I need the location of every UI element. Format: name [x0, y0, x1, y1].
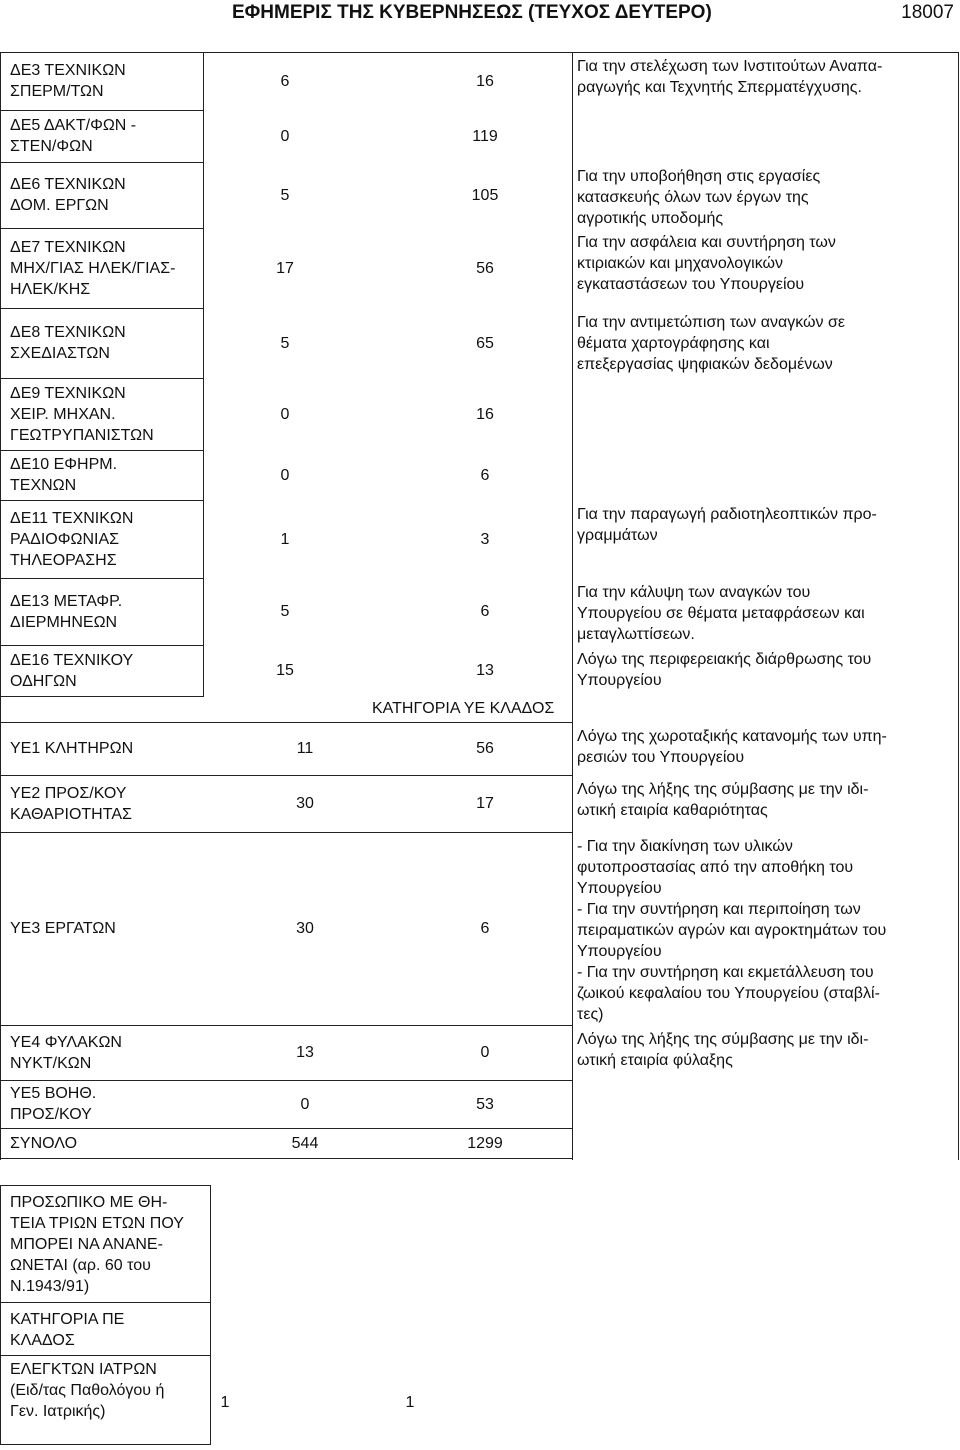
row-divider	[0, 228, 203, 229]
ye-row-divider	[0, 1080, 572, 1081]
row-divider	[0, 578, 203, 579]
section-heading: Ν.1943/91)	[10, 1278, 90, 1295]
count-existing: 5	[280, 603, 290, 620]
ye-count-new: 0	[480, 1044, 490, 1061]
count-new: 6	[480, 467, 490, 484]
row-name: ΟΔΗΓΩΝ	[10, 673, 77, 690]
row-name: ΔΕ8 ΤΕΧΝΙΚΩΝ	[10, 324, 126, 341]
category-heading-pe: ΚΛΑΔΟΣ	[10, 1332, 75, 1349]
ye-row-note: Υπουργείου	[577, 880, 662, 897]
row-name: ΣΠΕΡΜ/ΤΩΝ	[10, 83, 104, 100]
row-note: κατασκευής όλων των έργων της	[577, 189, 809, 206]
bottom-line-1	[0, 1302, 210, 1303]
count-new: 3	[480, 531, 490, 548]
ye-row-divider	[0, 832, 572, 833]
row-name: ΗΛΕΚ/ΚΗΣ	[10, 281, 91, 298]
row-note: Για την κάλυψη των αναγκών του	[577, 584, 811, 601]
count-existing: 1	[280, 531, 290, 548]
pe-row-name: Γεν. Ιατρικής)	[10, 1403, 106, 1420]
ye-count-existing: 30	[296, 795, 314, 812]
ye-row-name: ΝΥΚΤ/ΚΩΝ	[10, 1055, 92, 1072]
row-note: θέματα χαρτογράφησης και	[577, 335, 770, 352]
ye-count-new: 17	[476, 795, 494, 812]
total-label: ΣΥΝΟΛΟ	[10, 1135, 78, 1152]
ye-count-existing: 13	[296, 1044, 314, 1061]
row-name: ΣΤΕΝ/ΦΩΝ	[10, 138, 93, 155]
row-divider	[0, 378, 203, 379]
row-note: Για την στελέχωση των Ινστιτούτων Αναπα-	[577, 58, 883, 75]
count-new: 16	[476, 73, 494, 90]
row-note: Λόγω της περιφερειακής διάρθρωσης του	[577, 651, 872, 668]
page-number: 18007	[901, 2, 954, 23]
row-note: Για την παραγωγή ραδιοτηλεοπτικών προ-	[577, 506, 877, 523]
pe-row-name: (Ειδ/τας Παθολόγου ή	[10, 1382, 165, 1399]
ye-row-note: Λόγω της λήξης της σύμβασης με την ιδι-	[577, 1031, 869, 1048]
pe-count-new: 1	[405, 1394, 415, 1411]
table-top-border	[0, 52, 958, 53]
ye-count-existing: 30	[296, 920, 314, 937]
row-name: ΔΕ9 ΤΕΧΝΙΚΩΝ	[10, 385, 126, 402]
row-note: αγροτικής υποδομής	[577, 210, 724, 227]
count-existing: 5	[280, 335, 290, 352]
table-border-left	[0, 52, 1, 1160]
row-note: Για την υποβοήθηση στις εργασίες	[577, 168, 821, 185]
count-existing: 15	[276, 662, 294, 679]
row-note: Για την ασφάλεια και συντήρηση των	[577, 234, 836, 251]
row-divider	[0, 645, 203, 646]
ye-row-note: ζωικού κεφαλαίου του Υπουργείου (σταβλί-	[577, 985, 880, 1002]
row-name: ΧΕΙΡ. ΜΗΧΑΝ.	[10, 406, 116, 423]
row-name: ΔΙΕΡΜΗΝΕΩΝ	[10, 614, 118, 631]
category-heading-pe: ΚΑΤΗΓΟΡΙΑ ΠΕ	[10, 1311, 125, 1328]
row-note: γραμμάτων	[577, 527, 658, 544]
row-name: ΔΕ11 ΤΕΧΝΙΚΩΝ	[10, 510, 134, 527]
ye-row-name: ΚΑΘΑΡΙΟΤΗΤΑΣ	[10, 806, 132, 823]
row-note: Υπουργείου σε θέματα μεταφράσεων και	[577, 605, 865, 622]
count-existing: 0	[280, 406, 290, 423]
row-name: ΣΧΕΔΙΑΣΤΩΝ	[10, 345, 110, 362]
total-existing: 544	[291, 1135, 319, 1152]
row-name: ΔΕ13 ΜΕΤΑΦΡ.	[10, 593, 123, 610]
row-name: ΤΕΧΝΩΝ	[10, 477, 77, 494]
total-new: 1299	[467, 1135, 503, 1152]
section-heading: ΜΠΟΡΕΙ ΝΑ ΑΝΑΝΕ-	[10, 1236, 163, 1253]
ye-row-note: - Για την συντήρηση και εκμετάλλευση του	[577, 964, 874, 981]
col-divider-name	[203, 52, 204, 697]
ye-row-note: φυτοπροστασίας από την αποθήκη του	[577, 859, 854, 876]
col-divider-note	[572, 52, 573, 1160]
ye-row-divider	[0, 1025, 572, 1026]
row-name: ΔΕ6 ΤΕΧΝΙΚΩΝ	[10, 176, 126, 193]
row-note: εγκαταστάσεων του Υπουργείου	[577, 276, 805, 293]
ye-row-note: πειραματικών αγρών και αγροκτημάτων του	[577, 922, 887, 939]
row-note: ραγωγής και Τεχνητής Σπερματέγχυσης.	[577, 79, 862, 96]
ye-row-note: Λόγω της χωροταξικής κατανομής των υπη-	[577, 728, 887, 745]
category-heading-ye: ΚΑΤΗΓΟΡΙΑ ΥΕ ΚΛΑΔΟΣ	[372, 700, 555, 717]
row-note: Για την αντιμετώπιση των αναγκών σε	[577, 314, 845, 331]
count-new: 6	[480, 603, 490, 620]
section-heading: ΤΕΙΑ ΤΡΙΩΝ ΕΤΩΝ ΠΟΥ	[10, 1215, 184, 1232]
row-name: ΤΗΛΕΟΡΑΣΗΣ	[10, 552, 117, 569]
row-name: ΔΕ7 ΤΕΧΝΙΚΩΝ	[10, 239, 126, 256]
bottom-table-top	[0, 1185, 210, 1186]
ye-count-existing: 0	[300, 1096, 310, 1113]
ye-row-note: Λόγω της λήξης της σύμβασης με την ιδι-	[577, 781, 869, 798]
ye-count-new: 56	[476, 740, 494, 757]
bottom-border-left	[0, 1185, 1, 1445]
ye-row-name: ΥΕ3 ΕΡΓΑΤΩΝ	[10, 920, 116, 937]
row-divider	[0, 450, 203, 451]
ye-row-divider	[0, 775, 572, 776]
count-existing: 5	[280, 187, 290, 204]
ye-count-new: 6	[480, 920, 490, 937]
row-divider	[0, 162, 203, 163]
count-existing: 0	[280, 467, 290, 484]
ye-row-name: ΥΕ5 ΒΟΗΘ.	[10, 1085, 97, 1102]
row-name: ΔΕ16 ΤΕΧΝΙΚΟΥ	[10, 652, 134, 669]
ye-row-note: ρεσιών του Υπουργείου	[577, 749, 745, 766]
count-existing: 6	[280, 73, 290, 90]
ye-count-new: 53	[476, 1096, 494, 1113]
ye-row-name: ΠΡΟΣ/ΚΟΥ	[10, 1106, 92, 1123]
ye-row-name: ΥΕ1 ΚΛΗΤΗΡΩΝ	[10, 740, 134, 757]
pe-row-name: ΕΛΕΓΚΤΩΝ ΙΑΤΡΩΝ	[10, 1361, 157, 1378]
count-new: 13	[476, 662, 494, 679]
table-border-right	[958, 52, 959, 1160]
row-name: ΔΕ10 ΕΦΗΡΜ.	[10, 456, 118, 473]
count-new: 16	[476, 406, 494, 423]
count-new: 56	[476, 260, 494, 277]
ye-row-note: τες)	[577, 1006, 604, 1023]
bottom-table-end	[0, 1444, 210, 1445]
row-note: επεξεργασίας ψηφιακών δεδομένων	[577, 356, 833, 373]
page-header-title: ΕΦΗΜΕΡΙΣ ΤΗΣ ΚΥΒΕΡΝΗΣΕΩΣ (ΤΕΥΧΟΣ ΔΕΥΤΕΡΟ)	[232, 2, 712, 23]
row-name: ΜΗΧ/ΓΙΑΣ ΗΛΕΚ/ΓΙΑΣ-	[10, 260, 176, 277]
ye-row-note: - Για την διακίνηση των υλικών	[577, 838, 793, 855]
count-new: 119	[472, 128, 498, 145]
ye-row-note: - Για την συντήρηση και περιποίηση των	[577, 901, 861, 918]
pe-count-existing: 1	[220, 1394, 230, 1411]
row-divider	[0, 500, 203, 501]
ye-row-note: Υπουργείου	[577, 943, 662, 960]
row-name: ΓΕΩΤΡΥΠΑΝΙΣΤΩΝ	[10, 427, 154, 444]
ye-row-note: ωτική εταιρία καθαριότητας	[577, 802, 768, 819]
section-heading: ΩΝΕΤΑΙ (αρ. 60 του	[10, 1257, 151, 1274]
ye-row-note: ωτική εταιρία φύλαξης	[577, 1052, 733, 1069]
row-name: ΔΕ3 ΤΕΧΝΙΚΩΝ	[10, 62, 126, 79]
row-note: μεταγλωττίσεων.	[577, 626, 695, 643]
row-name: ΔΕ5 ΔΑΚΤ/ΦΩΝ -	[10, 117, 137, 134]
count-existing: 17	[276, 260, 294, 277]
category-ye-line	[0, 722, 572, 723]
ye-row-divider	[0, 1128, 572, 1129]
count-new: 65	[476, 335, 494, 352]
row-note: Υπουργείου	[577, 672, 662, 689]
count-new: 105	[471, 187, 499, 204]
total-bottom-line	[0, 1158, 572, 1159]
row-divider	[0, 110, 203, 111]
section-heading: ΠΡΟΣΩΠΙΚΟ ΜΕ ΘΗ-	[10, 1194, 168, 1211]
row-divider	[0, 696, 203, 697]
count-existing: 0	[280, 128, 290, 145]
row-name: ΔΟΜ. ΕΡΓΩΝ	[10, 197, 109, 214]
row-divider	[0, 308, 203, 309]
ye-row-name: ΥΕ2 ΠΡΟΣ/ΚΟΥ	[10, 785, 127, 802]
ye-count-existing: 11	[296, 740, 314, 757]
ye-row-name: ΥΕ4 ΦΥΛΑΚΩΝ	[10, 1034, 122, 1051]
row-note: κτιριακών και μηχανολογικών	[577, 255, 784, 272]
bottom-line-2	[0, 1355, 210, 1356]
row-name: ΡΑΔΙΟΦΩΝΙΑΣ	[10, 531, 120, 548]
